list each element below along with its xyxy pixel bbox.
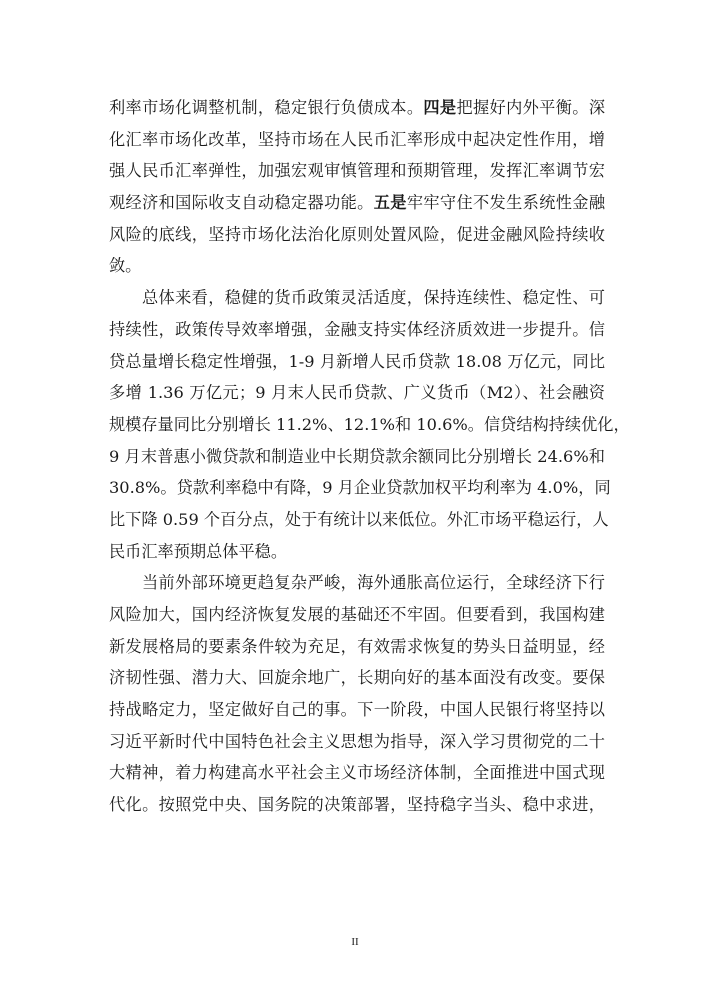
text-run: 规模存量同比分别增长 11.2%、12.1%和 10.6%。信贷结构持续优化， [109,414,630,434]
text-line [109,219,605,251]
text-line [109,631,605,663]
text-run: 9 月末普惠小微贷款和制造业中长期贷款余额同比分别增长 24.6%和 [109,446,605,466]
text-run: 持续性，政策传导效率增强，金融支持实体经济质效进一步提升。信 [109,319,605,339]
text-line [109,789,605,821]
text-line [109,124,605,156]
bold-lead-phrase: 四是 [423,98,457,117]
text-line [109,662,605,694]
page-number: II [351,936,359,948]
paragraph [109,567,605,821]
text-line [109,441,605,473]
text-run: 观经济和国际收支自动稳定器功能。 [109,193,374,213]
text-line [109,472,611,504]
bold-lead-phrase: 五是 [373,193,407,213]
text-run: 持战略定力，坚定做好自己的事。下一阶段，中国人民银行将坚持以 [109,700,605,720]
text-line [109,757,605,789]
text-run: 民币汇率预期总体平稳。 [109,541,288,561]
text-line [109,314,605,346]
text-run: 济韧性强、潜力大、回旋余地广，长期向好的基本面没有改变。要保 [109,668,605,688]
text-line [109,282,605,314]
text-run: 总体来看，稳健的货币政策灵活适度，保持连续性、稳定性、可 [142,288,605,308]
text-run: 强人民币汇率弹性，加强宏观审慎管理和预期管理，发挥汇率调节宏 [109,161,605,181]
text-line [109,567,605,599]
text-run: 当前外部环境更趋复杂严峻，海外通胀高位运行，全球经济下行 [142,573,605,593]
text-line [109,377,605,409]
text-line [109,409,630,441]
text-run: 比下降 0.59 个百分点，处于有统计以来低位。外汇市场平稳运行，人 [109,509,609,529]
paragraph [109,92,605,282]
text-line [109,155,605,187]
text-run: 利率市场化调整机制，稳定银行负债成本。 [109,98,424,117]
text-run: 习近平新时代中国特色社会主义思想为指导，深入学习贯彻党的二十 [109,731,605,751]
text-run: 风险加大，国内经济恢复发展的基础还不牢固。但要看到，我国构建 [109,605,605,624]
text-run: 新发展格局的要素条件较为充足，有效需求恢复的势头日益明显，经 [109,636,605,656]
text-line [109,726,605,758]
text-run: 把握好内外平衡。深 [456,98,606,117]
text-line [109,250,605,282]
text-line [109,346,605,378]
text-line [109,694,605,726]
text-run: 30.8%。贷款利率稳中有降，9 月企业贷款加权平均利率为 4.0%，同 [109,478,611,498]
text-run: 大精神，着力构建高水平社会主义市场经济体制，全面推进中国式现 [109,763,605,783]
text-line [109,599,605,631]
paragraph [109,282,630,567]
text-run: 牢牢守住不发生系统性金融 [406,193,606,213]
text-line [109,504,609,536]
text-run: 化汇率市场化改革，坚持市场在人民币汇率形成中起决定性作用，增 [109,129,605,149]
text-line [109,187,605,219]
text-run: 代化。按照党中央、国务院的决策部署，坚持稳字当头、稳中求进， [109,795,605,815]
text-run: 贷总量增长稳定性增强，1-9 月新增人民币贷款 18.08 万亿元，同比 [109,351,605,371]
text-line [109,92,605,124]
text-run: 多增 1.36 万亿元；9 月末人民币贷款、广义货币（M2）、社会融资 [109,383,605,403]
text-run: 敛。 [109,256,142,276]
text-line [109,536,605,568]
text-run: 风险的底线，坚持市场化法治化原则处置风险，促进金融风险持续收 [109,224,605,244]
body-text [109,92,630,821]
